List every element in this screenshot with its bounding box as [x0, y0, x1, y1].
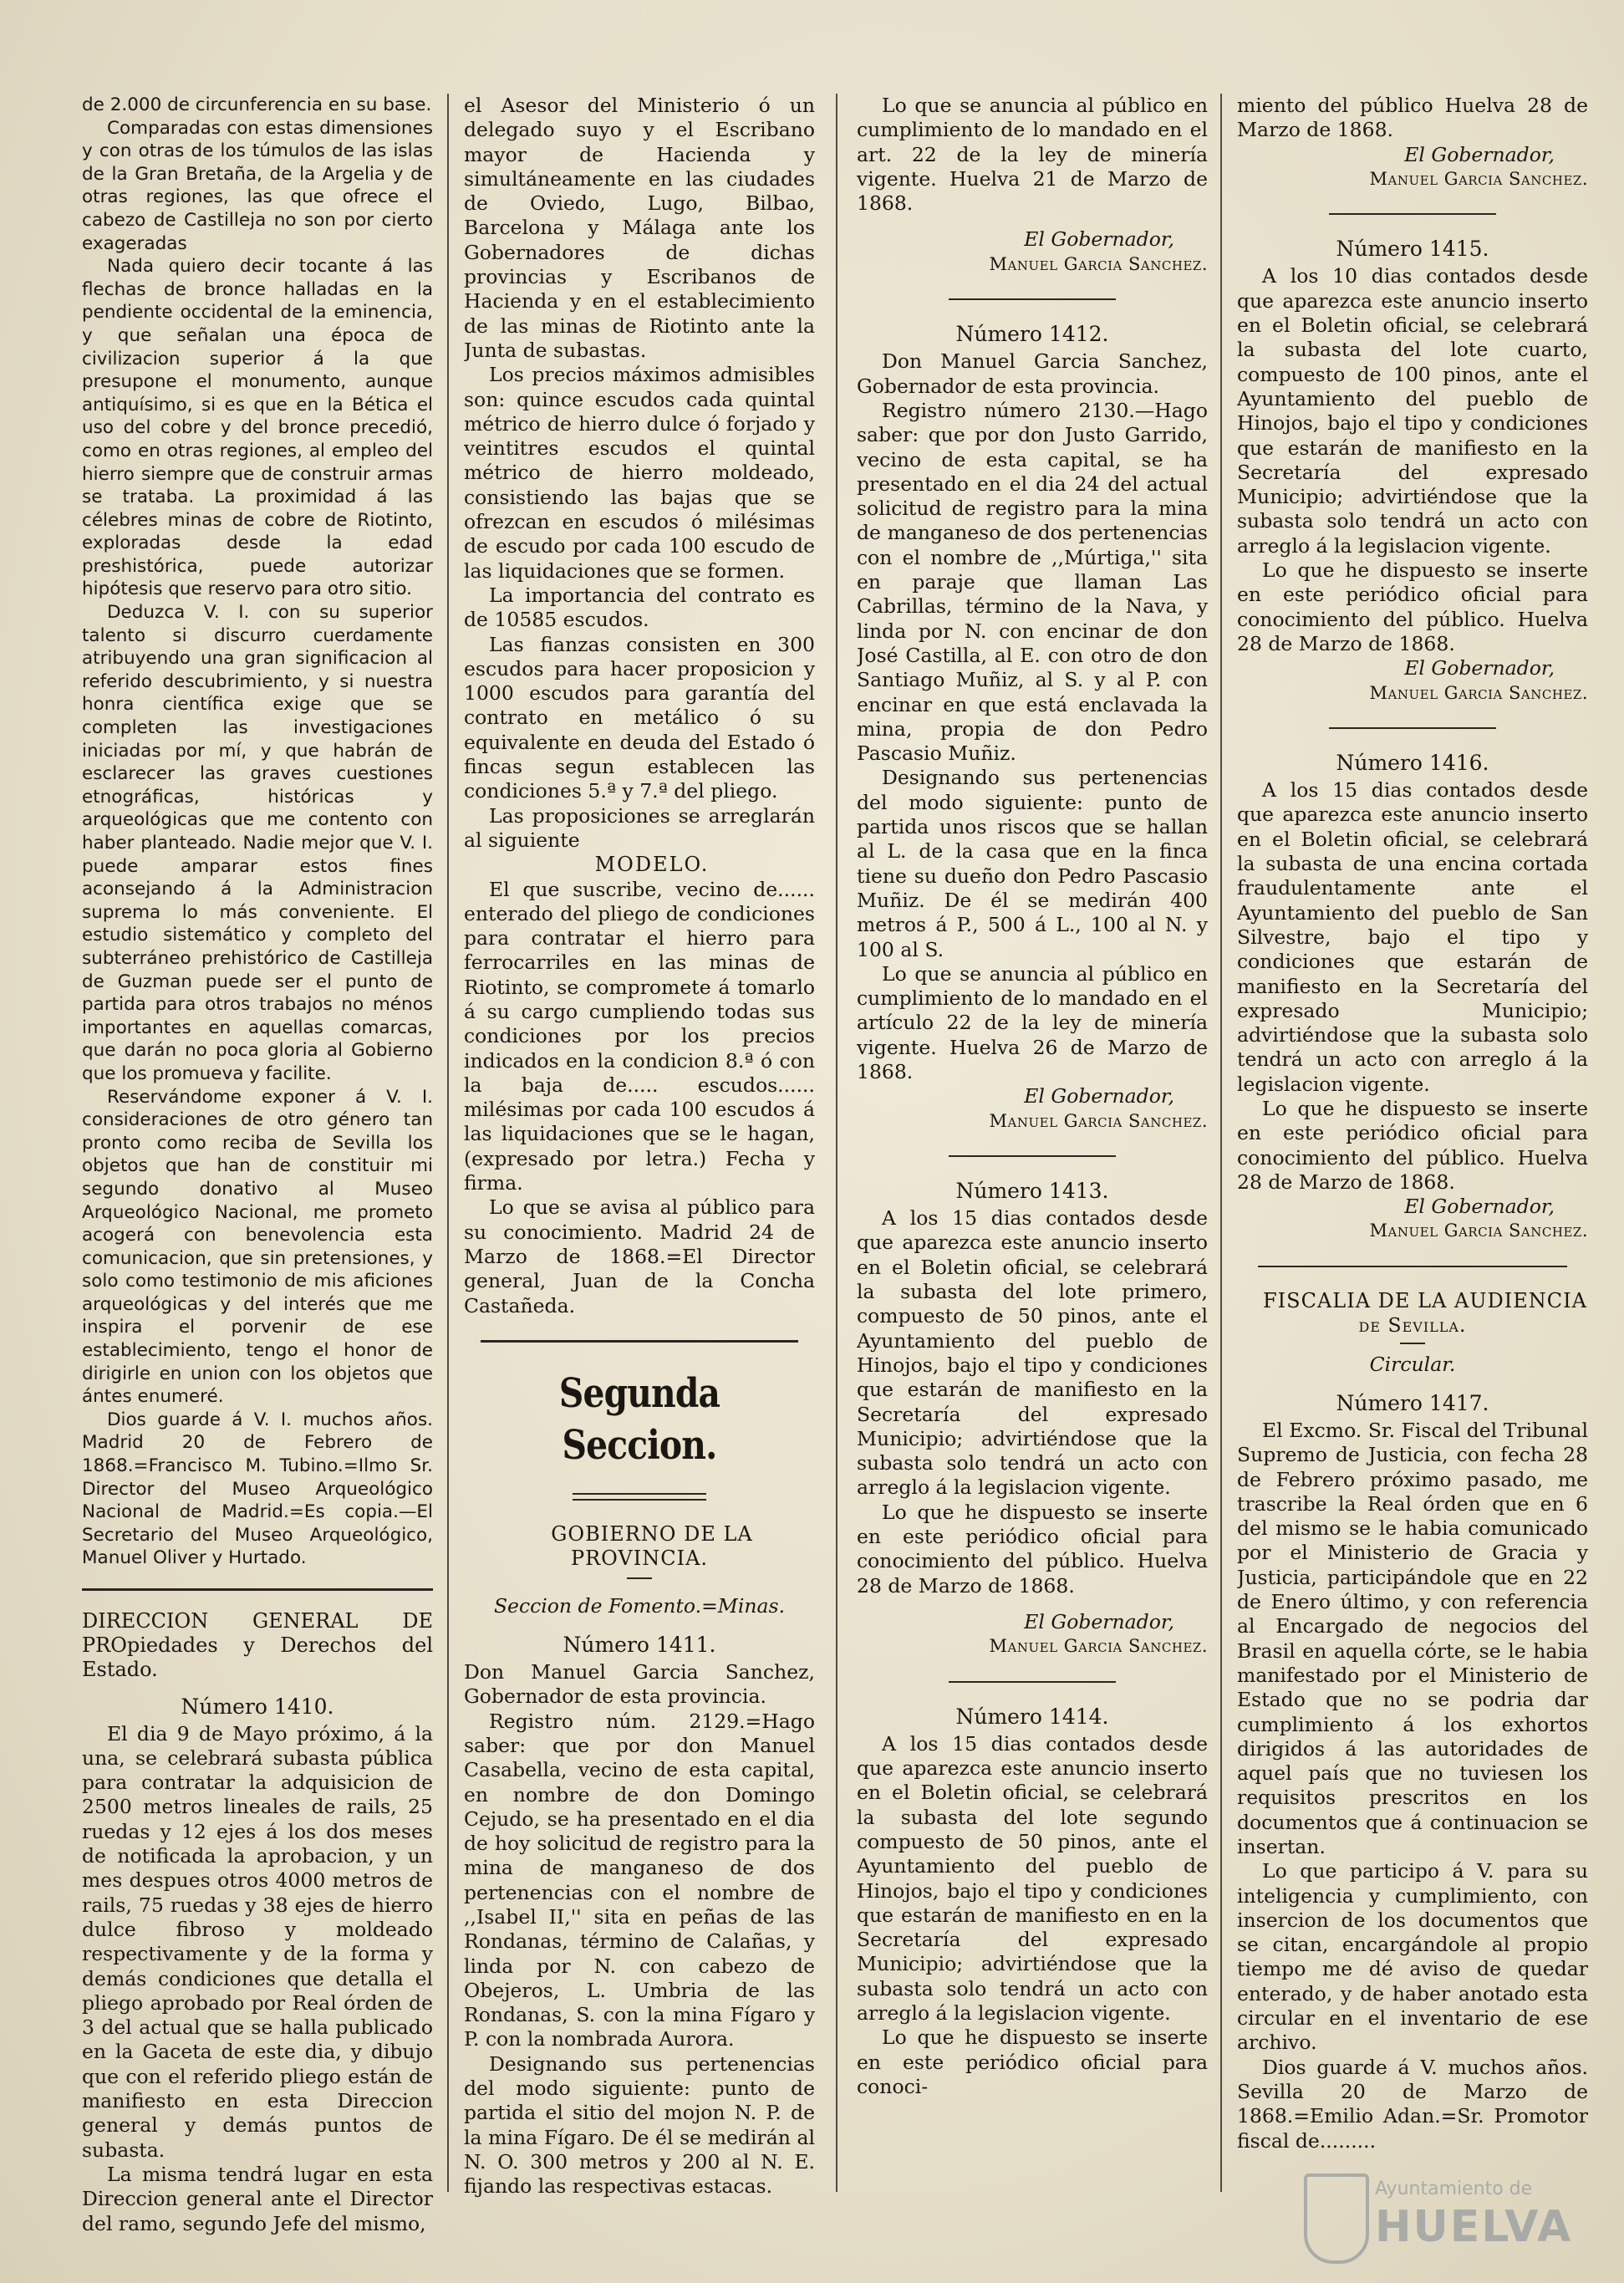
paragraph: Los precios máximos admisibles son: quince escudos cada quintal métrico de hierro dulce ó forjado y veintitres escudos el quintal métrico de hierro moldeado, consistiendo las bajas que se ofrezcan en escudos ó milésimas de escudo por cada 100 escudo de las liquidaciones que se formen.	[464, 363, 815, 583]
paragraph: La importancia del contrato es de 10585 escudos.	[464, 583, 815, 632]
paragraph: El dia 9 de Mayo próximo, á la una, se celebrará subasta pública para contratar la adquisicion de 2500 metros lineales de rails, 25 ruedas y 12 ejes á los dos meses de notificada la aprobacion, y un mes despues otros 4000 metros de rails, 75 ruedas y 38 ejes de hierro dulce fibroso y moldeado respectivamente y de la forma y demás condiciones que detalla el pliego aprobado por Real órden de 3 del actual que se halla publicado en la Gaceta de este dia, y dibujo que con el referido pliego están de manifiesto en esta Direccion general y demás puntos de subasta.	[82, 1721, 433, 2162]
divider	[1400, 1343, 1425, 1344]
paragraph: Comparadas con estas dimensiones y con otras de los túmulos de las islas de la Gran Bretaña, de la Argelia y de otras regiones, las que ofrece el cabezo de Castilleja no son por cierto exageradas	[82, 117, 433, 254]
signature-name: Manuel Garcia Sanchez.	[989, 253, 1208, 274]
coat-of-arms-icon	[1304, 2173, 1369, 2264]
signature-title: El Gobernador,	[1024, 1609, 1174, 1633]
paragraph: de 2.000 de circunferencia en su base.	[82, 94, 432, 115]
paragraph: Registro número 2130.—Hago saber: que por don Justo Garrido, vecino de esta capital, se ha presentado en el dia 24 del actual solicitud de registro para la mina de manganeso de dos pertenencias con el nombre de ,,Múrtiga,'' sita en paraje que llaman Las Cabrillas, término de la Nava, y linda por N. con encinar de don José Castilla, al E. con otro de don Santiago Muñiz, al S. y al P. con encinar en que está enclavada la mina, propia de don Pedro Pascasio Muñiz.	[857, 398, 1208, 766]
ornament-divider	[573, 1493, 706, 1501]
section-heading: DIRECCION GENERAL DE PROpiedades y Derechos del Estado.	[82, 1609, 433, 1681]
subsection-heading: Seccion de Fomento.=Minas.	[493, 1594, 786, 1618]
signature-name: Manuel Garcia Sanchez.	[1369, 682, 1588, 703]
divider	[949, 1155, 1116, 1157]
paragraph: Las proposiciones se arreglarán al siguiente	[464, 803, 815, 852]
government-heading: GOBIERNO DE LA PROVINCIA.	[551, 1521, 753, 1571]
paragraph: Nada quiero decir tocante á las flechas de bronce halladas en la pendiente occidental de la eminencia, y que señalan una época de civilizacion superior á la que presupone el monumento, aunque antiquísimo, si es que en la Bética el uso del cobre y del bronce precedió, como en otras regiones, al empleo del hierro siempre que de construir armas se trataba. La proximidad á las célebres minas de cobre de Riotinto, exploradas desde la edad preshistórica, puede autorizar hipótesis que reservo para otro sitio.	[82, 256, 433, 600]
divider	[82, 1588, 433, 1591]
paragraph: Lo que he dispuesto se inserte en este periódico oficial para conocimiento del público. Huelva 28 de Marzo de 1868.	[857, 1500, 1208, 1598]
notice-number: Número 1411.	[563, 1632, 716, 1657]
notice-number: Número 1415.	[1336, 237, 1489, 262]
notice-number: Número 1417.	[1336, 1390, 1489, 1415]
archive-watermark	[1304, 2173, 1605, 2274]
column-1	[82, 94, 433, 2259]
paragraph: Registro núm. 2129.=Hago saber: que por don Manuel Casabella, vecino de esta capital, en nombre de don Domingo Cejudo, se ha presentado en el dia de hoy solicitud de registro para la mina de manganeso de dos pertenencias con el nombre de ,,Isabel II,'' sita en peñas de las Rondanas, término de Calañas, y linda por N. con cabezo de Obejeros, L. Umbria de las Rondanas, S. con la mina Fígaro y P. con la nombrada Aurora.	[464, 1709, 815, 2051]
model-heading: MODELO.	[594, 853, 710, 877]
paragraph: La misma tendrá lugar en esta Direccion general ante el Director del ramo, segundo Jefe del mismo,	[82, 2162, 433, 2235]
divider	[1329, 727, 1496, 729]
notice-number: Número 1413.	[955, 1178, 1109, 1203]
paragraph: El Excmo. Sr. Fiscal del Tribunal Supremo de Justicia, con fecha 28 de Febrero próximo pasado, me trascribe la Real órden que en 6 del mismo se le habia comunicado por el Ministerio de Gracia y Justicia, participándole que en 22 de Enero último, y con referencia al Encargado de negocios del Brasil en aquella córte, se le habia manifestado por el Ministerio de Estado que no se podria dar cumplimiento á los exhortos dirigidos á las autoridades de aquel país que no tuviesen los requisitos prescritos en los documentos que á continuacion se insertan.	[1237, 1418, 1588, 1858]
paragraph: Don Manuel Garcia Sanchez, Gobernador de esta provincia.	[464, 1660, 815, 1709]
notice-number: Número 1412.	[955, 322, 1109, 347]
notice-number: Número 1414.	[955, 1704, 1109, 1729]
signature-title: El Gobernador,	[1024, 1084, 1174, 1108]
watermark-line-1: Ayuntamiento de	[1375, 2179, 1533, 2199]
divider	[949, 298, 1116, 300]
signature-name: Manuel Garcia Sanchez.	[1369, 168, 1588, 189]
signature-name: Manuel Garcia Sanchez.	[989, 1110, 1208, 1131]
paragraph: Dios guarde á V. muchos años. Sevilla 20 de Marzo de 1868.=Emilio Adan.=Sr. Promotor fiscal de.........	[1237, 2055, 1588, 2153]
notice-number: Número 1410.	[181, 1694, 334, 1719]
signature-name: Manuel Garcia Sanchez.	[1369, 1220, 1588, 1241]
section-title: Segunda Seccion.	[558, 1369, 720, 1469]
column-4	[1237, 94, 1588, 2259]
signature-title: El Gobernador,	[1404, 142, 1555, 166]
paragraph: Lo que se anuncia al público en cumplimiento de lo mandado en el artículo 22 de la ley de minería vigente. Huelva 26 de Marzo de 1868.	[857, 961, 1208, 1083]
signature-title: El Gobernador,	[1404, 656, 1555, 680]
column-rule	[836, 94, 837, 2192]
paragraph: el Asesor del Ministerio ó un delegado suyo y el Escribano mayor de Hacienda y simultáneamente en las ciudades de Oviedo, Lugo, Bilbao, Barcelona y Málaga ante los Gobernadores de dichas provincias y Escribanos de Hacienda y en el establecimiento de las minas de Riotinto ante la Junta de subastas.	[464, 94, 815, 362]
paragraph: Designando sus pertenencias del modo siguiente: punto de partida el sitio del mojon N. P. de la mina Fígaro. De él se medirán al N. O. 300 metros y 200 al N. E. fijando las respectivas estacas.	[464, 2051, 815, 2199]
paragraph: Lo que he dispuesto se inserte en este periódico oficial para conocimiento del público. Huelva 28 de Marzo de 1868.	[1237, 558, 1588, 655]
paragraph: Dios guarde á V. I. muchos años. Madrid 20 de Febrero de 1868.=Francisco M. Tubino.=Ilmo Sr. Director del Museo Arqueológico Nacional de Madrid.=Es copia.—El Secretario del Museo Arqueológico, Manuel Oliver y Hurtado.	[82, 1409, 433, 1569]
divider	[949, 1681, 1116, 1683]
paragraph: Lo que se avisa al público para su conocimiento. Madrid 24 de Marzo de 1868.=El Director general, Juan de la Concha Castañeda.	[464, 1195, 815, 1317]
watermark-line-2: HUELVA	[1375, 2202, 1573, 2252]
column-rule	[447, 94, 449, 2192]
circular-heading: Circular.	[1369, 1353, 1456, 1377]
paragraph: A los 15 dias contados desde que aparezca este anuncio inserto en el Boletin oficial, se celebrará la subasta del lote segundo compuesto de 50 pinos, ante el Ayuntamiento del pueblo de Hinojos, bajo el tipo y condiciones que estarán de manifiesto en en la Secretaría del expresado Municipio; advirtiéndose que la subasta solo tendrá un acto con arreglo á la legislacion vigente.	[857, 1731, 1208, 2026]
paragraph: Lo que participo á V. para su inteligencia y cumplimiento, con insercion de los documentos que se citan, encargándole al propio tiempo me dé aviso de quedar enterado, y de haber anotado esta circular en el inventario de ese archivo.	[1237, 1859, 1588, 2055]
signature-title: El Gobernador,	[1404, 1195, 1555, 1219]
paragraph: Don Manuel Garcia Sanchez, Gobernador de esta provincia.	[857, 349, 1208, 398]
signature-name: Manuel Garcia Sanchez.	[989, 1636, 1208, 1657]
notice-number: Número 1416.	[1336, 750, 1489, 775]
divider	[627, 1577, 652, 1579]
paragraph: A los 10 dias contados desde que aparezca este anuncio inserto en el Boletin oficial, se celebrará la subasta del lote cuarto, compuesto de 100 pinos, ante el Ayuntamiento del pueblo de Hinojos, bajo el tipo y condiciones que estarán de manifiesto en la Secretaría del expresado Municipio; advirtiéndose que la subasta solo tendrá un acto con arreglo á la legislacion vigente.	[1237, 264, 1588, 558]
column-2	[464, 94, 815, 2259]
divider	[1258, 1266, 1567, 1267]
signature-title: El Gobernador,	[1024, 227, 1174, 252]
paragraph: A los 15 dias contados desde que aparezca este anuncio inserto en el Boletin oficial, se celebrará la subasta del lote primero, compuesto de 50 pinos, ante el Ayuntamiento del pueblo de Hinojos, bajo el tipo y condiciones que estarán de manifiesto en la Secretaría del expresado Municipio; advirtiéndose que la subasta solo tendrá un acto con arreglo á la legislacion vigente.	[857, 1206, 1208, 1500]
fiscalia-subheading: de Sevilla.	[1358, 1313, 1467, 1338]
paragraph: Deduzca V. I. con su superior talento si discurro cuerdamente atribuyendo una gran significacion al referido descubrimiento, y si nuestra honra científica exige que se completen las investigaciones iniciadas por mí, y que habrán de esclarecer las graves cuestiones etnográficas, históricas y arqueológicas que me contento con haber planteado. Nadie mejor que V. I. puede amparar estos fines aconsejando á la Administracion suprema lo más conveniente. El estudio sistemático y completo del subterráneo prehistórico de Castilleja de Guzman puede ser el punto de partida para otros trabajos no ménos importantes en aquellas comarcas, que darán no poca gloria al Gobierno que los promueva y facilite.	[82, 602, 433, 1084]
divider	[481, 1340, 798, 1343]
paragraph: miento del público Huelva 28 de Marzo de 1868.	[1237, 94, 1588, 142]
column-3	[857, 94, 1208, 2259]
paragraph: Lo que se anuncia al público en cumplimiento de lo mandado en el art. 22 de la ley de minería vigente. Huelva 21 de Marzo de 1868.	[857, 94, 1208, 216]
paragraph: Reservándome exponer á V. I. consideraciones de otro género tan pronto como reciba de Sevilla los objetos que han de constituir mi segundo donativo al Museo Arqueológico Nacional, me prometo acogerá con benevolencia esta comunicacion, que sin pretensiones, y solo como testimonio de mis aficiones arqueológicas y del interés que me inspira el porvenir de ese establecimiento, tengo el honor de dirigirle en union con los objetos que ántes enumeré.	[82, 1086, 433, 1408]
fiscalia-heading: FISCALIA DE LA AUDIENCIA	[1263, 1288, 1587, 1312]
paragraph: Lo que he dispuesto se inserte en este periódico oficial para conocimiento del público. Huelva 28 de Marzo de 1868.	[1237, 1096, 1588, 1194]
paragraph: Lo que he dispuesto se inserte en este periódico oficial para conoci-	[857, 2026, 1208, 2098]
paragraph: Designando sus pertenencias del modo siguiente: punto de partida unos riscos que se hallan al L. de la casa que en la finca tiene su dueño don Pedro Pascasio Muñiz. De él se medirán 400 metros á P., 500 á L., 100 al N. y 100 al S.	[857, 766, 1208, 961]
column-rule	[1220, 94, 1222, 2192]
paragraph: Las fianzas consisten en 300 escudos para hacer proposicion y 1000 escudos para garantía del contrato en metálico ó su equivalente en deuda del Estado ó fincas segun establecen las condiciones 5.ª y 7.ª del pliego.	[464, 632, 815, 803]
paragraph: El que suscribe, vecino de...... enterado del pliego de condiciones para contratar el hierro para ferrocarriles en las minas de Riotinto, se compromete á tomarlo á su cargo cumpliendo todas sus condiciones por los precios indicados en la condicion 8.ª ó con la baja de..... escudos...... milésimas por cada 100 escudos á las liquidaciones que se le hagan, (expresado por letra.) Fecha y firma.	[464, 877, 815, 1195]
divider	[1329, 213, 1496, 215]
paragraph: A los 15 dias contados desde que aparezca este anuncio inserto en el Boletin oficial, se celebrará la subasta de una encina cortada fraudulentamente ante el Ayuntamiento del pueblo de San Silvestre, bajo el tipo y condiciones que estarán de manifiesto en la Secretaría del expresado Municipio; advirtiéndose que la subasta solo tendrá un acto con arreglo á la legislacion vigente.	[1237, 778, 1588, 1096]
